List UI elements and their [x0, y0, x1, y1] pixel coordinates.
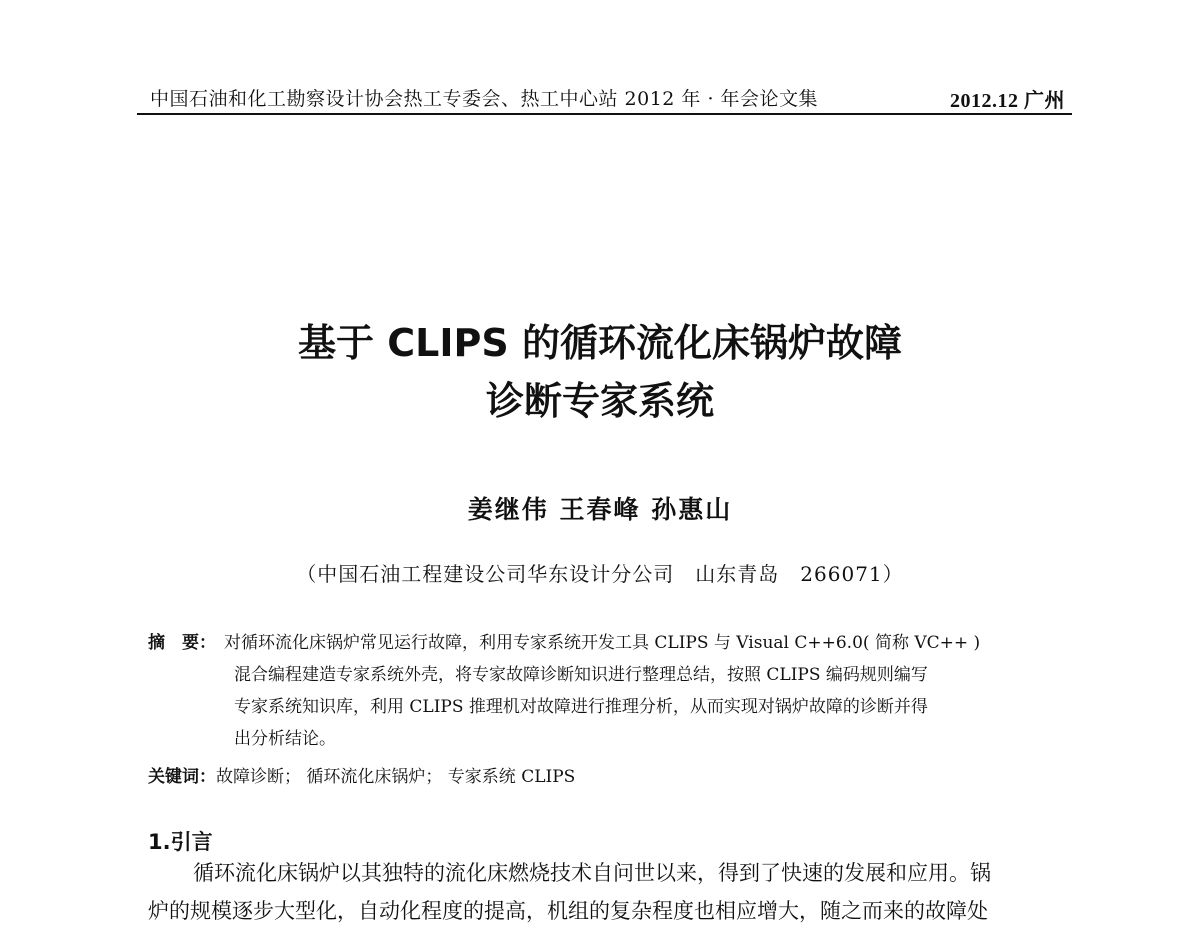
affiliation: （中国石油工程建设公司华东设计分公司 山东青岛 266071）	[296, 562, 904, 586]
abstract-line: 混合编程建造专家系统外壳，将专家故障诊断知识进行整理总结，按照 CLIPS 编码规则编写	[234, 665, 928, 685]
keywords	[148, 762, 575, 787]
abstract-line: 专家系统知识库，利用 CLIPS 推理机对故障进行推理分析，从而实现对锅炉故障的诊断并得	[234, 697, 928, 717]
body-paragraph-line: 炉的规模逐步大型化，自动化程度的提高，机组的复杂程度也相应增大，随之而来的故障处	[148, 899, 988, 923]
section-heading: 1.引言	[148, 830, 213, 854]
header-rule	[137, 113, 1072, 115]
body-paragraph-line: 循环流化床锅炉以其独特的流化床燃烧技术自问世以来，得到了快速的发展和应用。锅	[193, 861, 991, 885]
keywords-text: 故障诊断； 循环流化床锅炉； 专家系统 CLIPS	[216, 767, 576, 787]
paper-title-line-1: 基于 CLIPS 的循环流化床锅炉故障	[298, 321, 902, 365]
running-header	[150, 84, 1065, 111]
paper-title-line-2: 诊断专家系统	[485, 379, 714, 423]
abstract-line: 出分析结论。	[234, 729, 336, 749]
running-header-edition: 2012.12 广州	[950, 90, 1065, 112]
abstract-line: 对循环流化床锅炉常见运行故障，利用专家系统开发工具 CLIPS 与 Visual C++6.0( 简称 VC++ )	[224, 633, 981, 653]
running-header-text: 中国石油和化工勘察设计协会热工专委会、热工中心站 2012 年 · 年会论文集	[150, 88, 819, 110]
abstract-label: 摘 要：	[148, 633, 216, 653]
keywords-label: 关键词：	[148, 767, 216, 787]
authors: 姜继伟 王春峰 孙惠山	[467, 495, 733, 524]
